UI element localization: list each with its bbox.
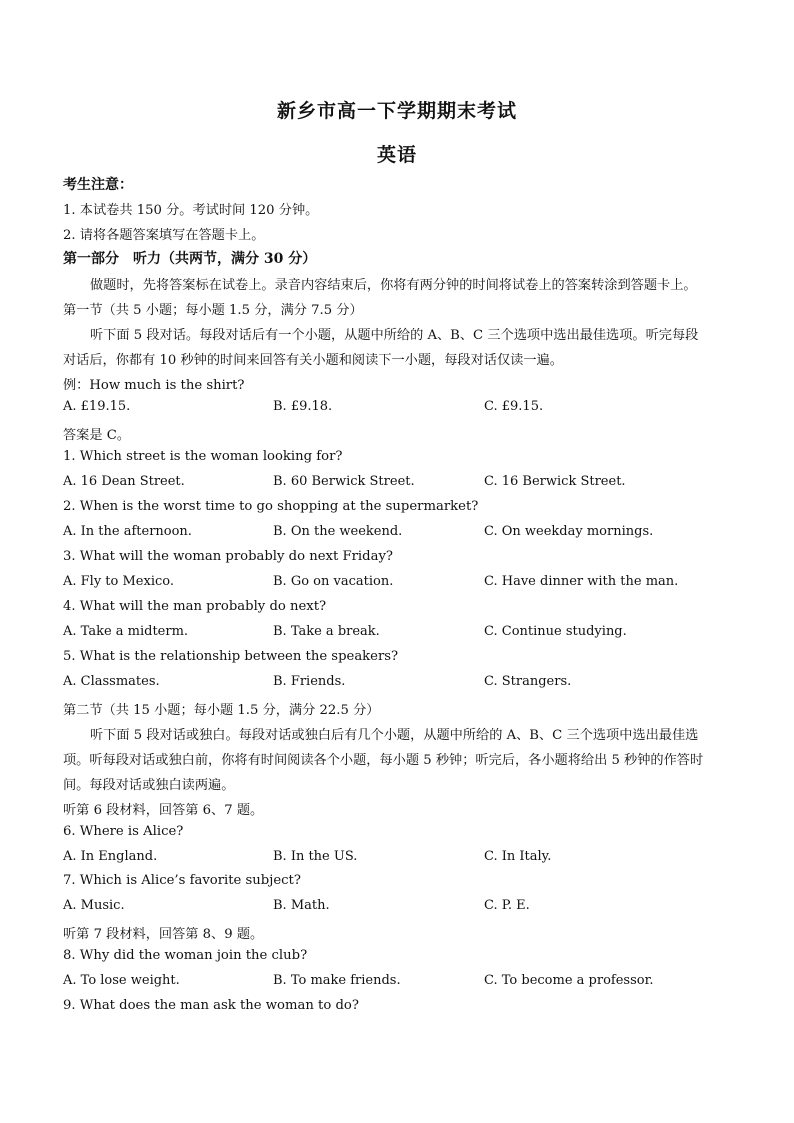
question: 1. Which street is the woman looking for? (63, 449, 343, 464)
option-a: A. £19.15. (63, 399, 131, 414)
notice-heading: 考生注意： (63, 177, 133, 193)
option-c: C. To become a professor. (484, 973, 654, 988)
question: 5. What is the relationship between the speakers? (63, 649, 399, 664)
section1-heading: 第一节（共 5 小题；每小题 1.5 分，满分 7.5 分） (63, 303, 363, 318)
material-note: 听第 6 段材料，回答第 6、7 题。 (63, 803, 264, 818)
option-c: C. On weekday mornings. (484, 524, 654, 539)
question: 6. Where is Alice? (63, 824, 184, 839)
option-a: A. In England. (63, 849, 158, 864)
option-c: C. Continue studying. (484, 624, 627, 639)
option-c: C. In Italy. (484, 849, 552, 864)
option-c: C. 16 Berwick Street. (484, 474, 626, 489)
option-a: A. 16 Dean Street. (63, 474, 185, 489)
option-c: C. Strangers. (484, 674, 572, 689)
option-b: B. £9.18. (273, 399, 333, 414)
section2-instruction: 听下面 5 段对话或独白。每段对话或独白后有几个小题，从题中所给的 A、B、C 三个选项中选出最佳选 (90, 728, 699, 743)
option-b: B. On the weekend. (273, 524, 403, 539)
option-a: A. Classmates. (63, 674, 160, 689)
question: 7. Which is Alice’s favorite subject? (63, 873, 301, 888)
option-b: B. Math. (273, 898, 330, 913)
option-b: B. 60 Berwick Street. (273, 474, 415, 489)
option-a: A. In the afternoon. (63, 524, 192, 539)
question: 9. What does the man ask the woman to do? (63, 998, 359, 1013)
question: 4. What will the man probably do next? (63, 599, 327, 614)
section2-instruction: 项。听每段对话或独白前，你将有时间阅读各个小题，每小题 5 秒钟；听完后，各小题将给出 5 秒钟的作答时 (63, 753, 704, 768)
section2-instruction: 间。每段对话或独白读两遍。 (63, 778, 235, 793)
example-question: 例：How much is the shirt? (63, 378, 245, 393)
option-a: A. To lose weight. (63, 973, 180, 988)
section2-heading: 第二节（共 15 小题；每小题 1.5 分，满分 22.5 分） (63, 703, 380, 718)
option-b: B. Friends. (273, 674, 346, 689)
notice-item: 2. 请将各题答案填写在答题卡上。 (63, 228, 265, 243)
question: 3. What will the woman probably do next Friday? (63, 549, 393, 564)
option-c: C. P. E. (484, 898, 530, 913)
question: 8. Why did the woman join the club? (63, 948, 308, 963)
option-b: B. Take a break. (273, 624, 380, 639)
notice-item: 1. 本试卷共 150 分。考试时间 120 分钟。 (63, 203, 319, 218)
option-a: A. Take a midterm. (63, 624, 189, 639)
section1-instruction: 对话后，你都有 10 秒钟的时间来回答有关小题和阅读下一小题，每段对话仅读一遍。 (63, 353, 563, 368)
example-answer: 答案是 C。 (63, 428, 131, 443)
section1-instruction: 听下面 5 段对话。每段对话后有一个小题，从题中所给的 A、B、C 三个选项中选出最佳选项。听完每段 (90, 328, 699, 343)
part1-instruction: 做题时，先将答案标在试卷上。录音内容结束后，你将有两分钟的时间将试卷上的答案转涂到答题卡上。 (90, 278, 697, 293)
question: 2. When is the worst time to go shopping at the supermarket? (63, 499, 479, 514)
option-c: C. Have dinner with the man. (484, 574, 679, 589)
part1-heading: 第一部分 听力（共两节，满分 30 分） (63, 251, 317, 267)
option-c: C. £9.15. (484, 399, 544, 414)
option-b: B. In the US. (273, 849, 358, 864)
subject-title: 英语 (376, 144, 417, 166)
material-note: 听第 7 段材料，回答第 8、9 题。 (63, 927, 264, 942)
exam-title: 新乡市高一下学期期末考试 (276, 100, 517, 122)
option-a: A. Music. (63, 898, 125, 913)
option-b: B. To make friends. (273, 973, 401, 988)
option-a: A. Fly to Mexico. (63, 574, 174, 589)
option-b: B. Go on vacation. (273, 574, 394, 589)
